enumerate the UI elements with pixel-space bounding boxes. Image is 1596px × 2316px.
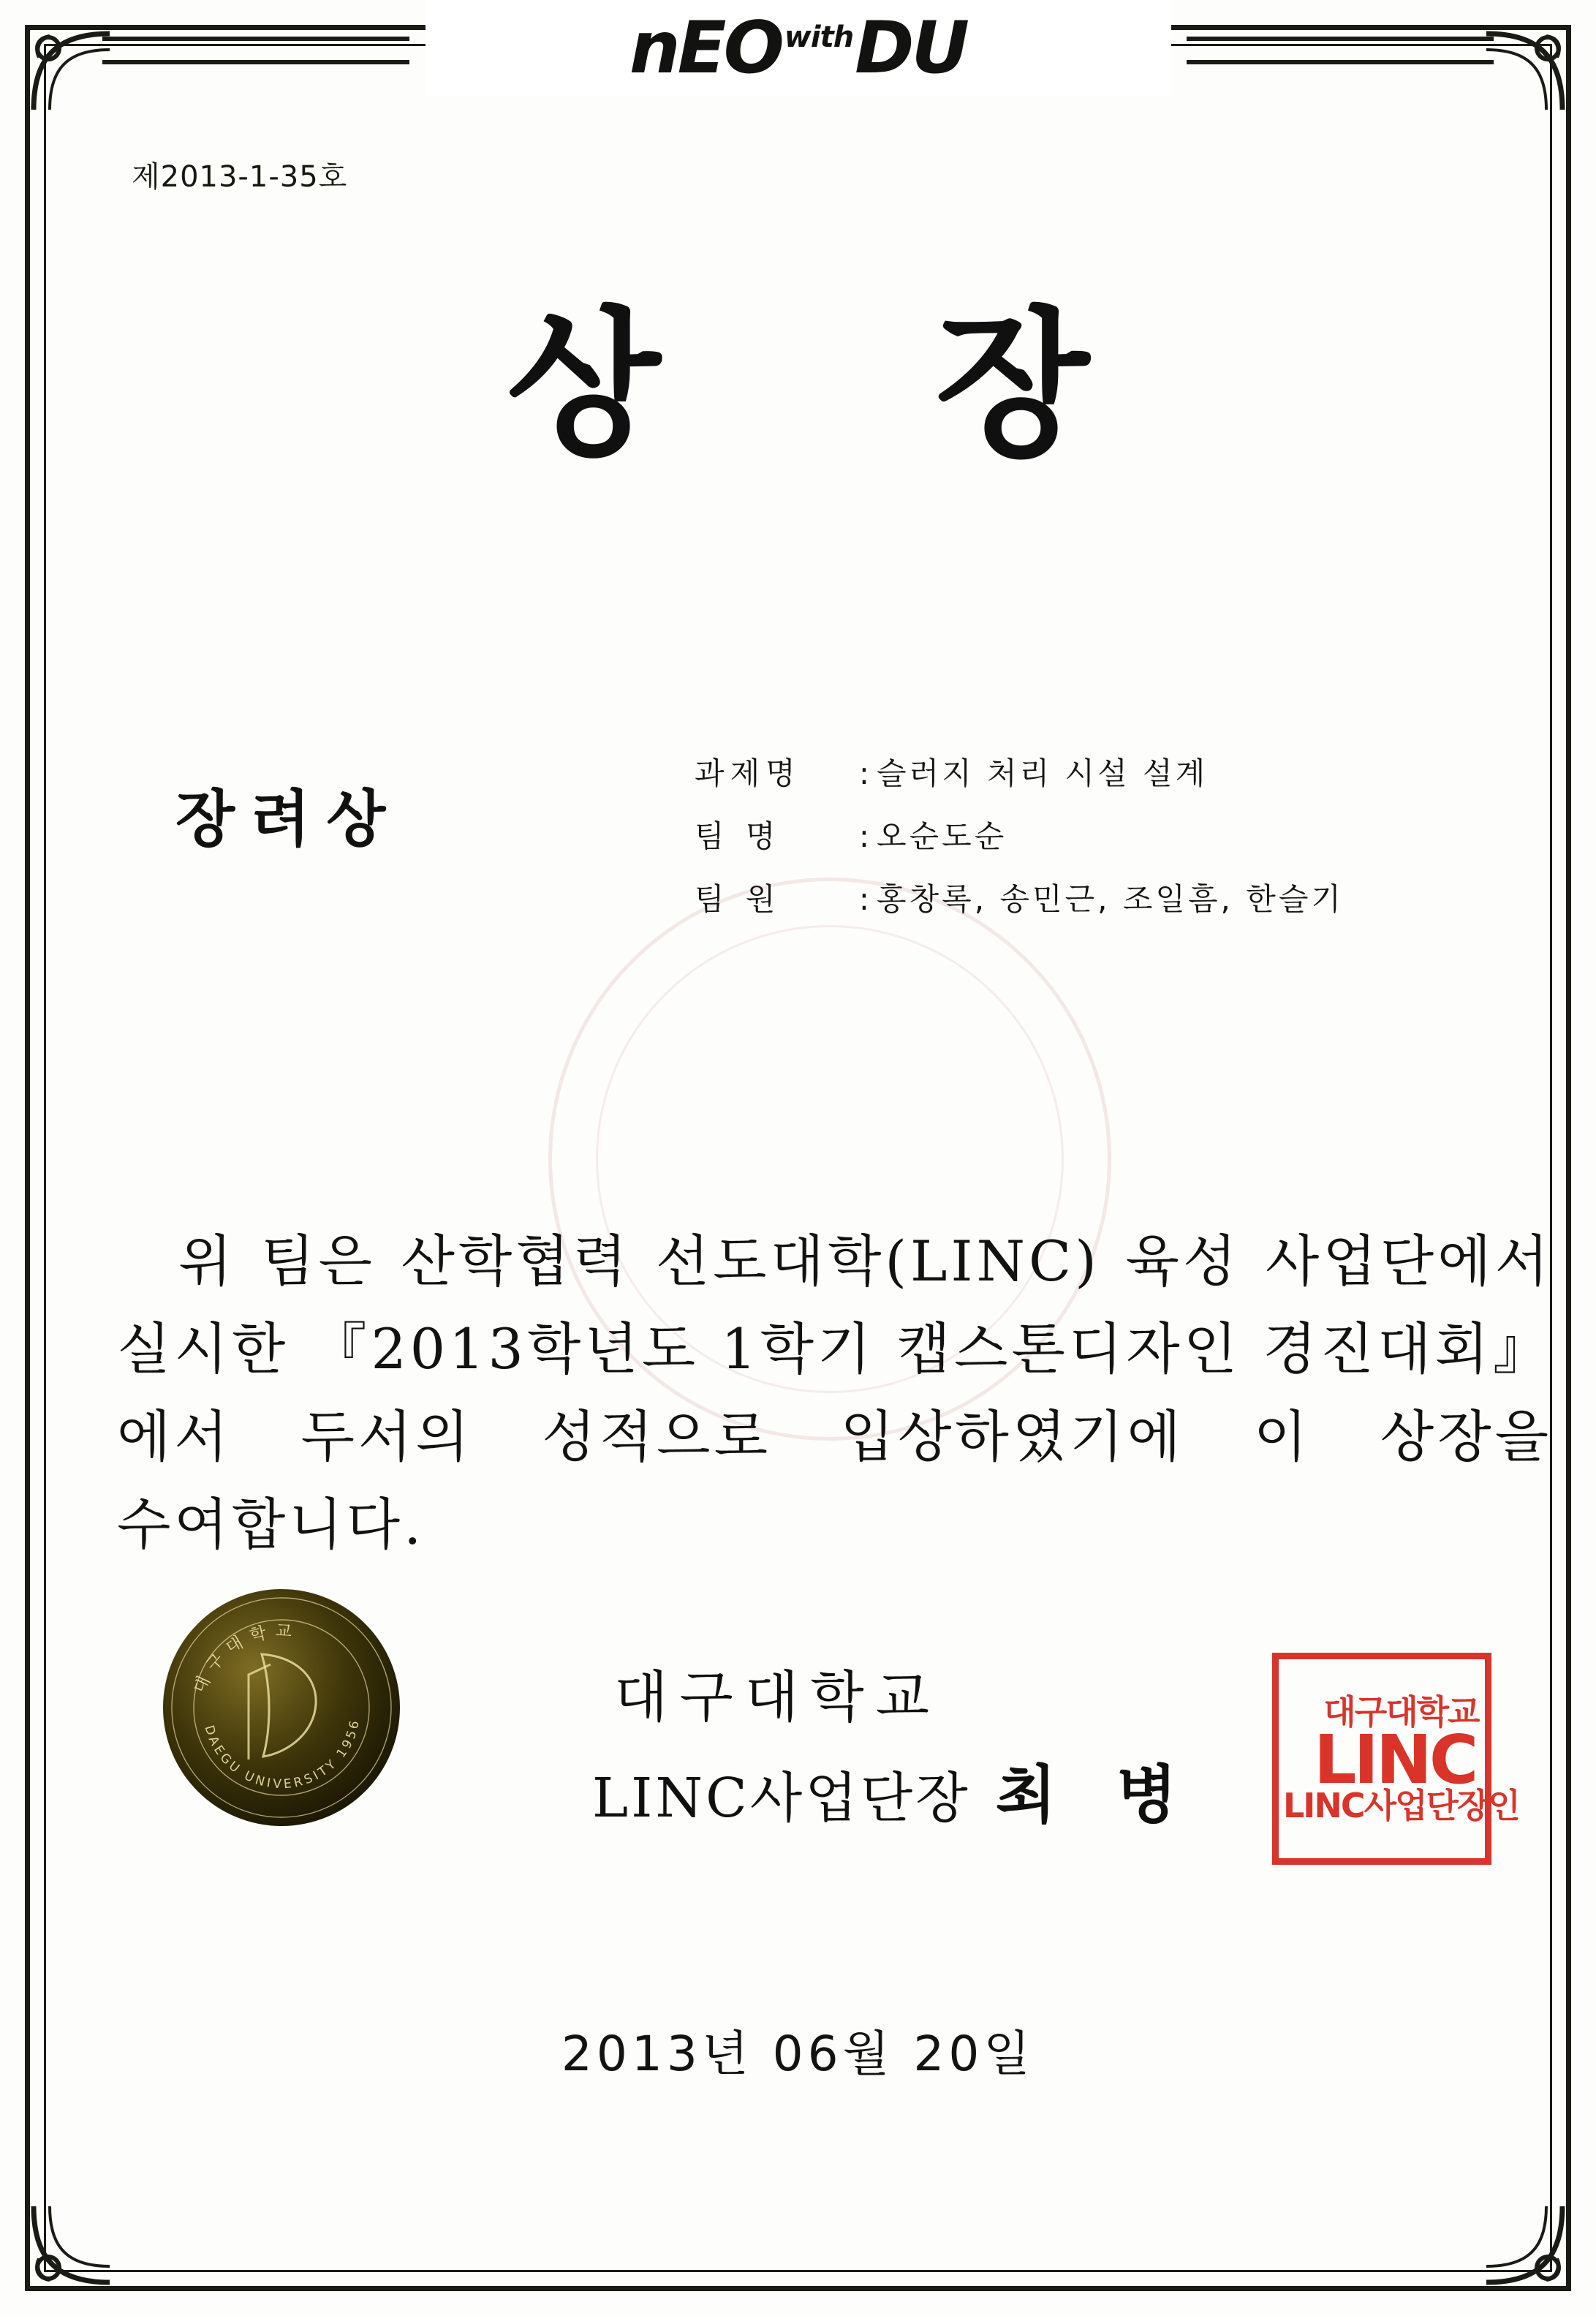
signature-title: LINC사업단장 [592,1767,971,1830]
field-project-colon: : [858,755,870,791]
official-stamp-icon [1272,1653,1519,1865]
field-team-members [695,875,1501,919]
page-title: 상 장 [506,291,1200,478]
brand-logo [426,0,1171,97]
field-project [695,750,1501,793]
field-project-label: 과제명 [695,755,801,791]
field-team-name-label: 팀 명 [695,818,782,854]
university-seal-icon [161,1587,402,1828]
field-team-name [695,812,1501,856]
citation-paragraph: 위 팀은 산학협력 선도대학(LINC) 육성 사업단에서 실시한 『2013학년도 1학기 캡스톤디자인 경진대회』에서 두서의 성적으로 입상하였기에 이 상장을 수여합니다. [117,1229,1552,1558]
field-team-members-label: 팀 원 [695,881,782,917]
field-team-members-value: 홍창록, 송민근, 조일흠, 한슬기 [877,881,1344,917]
signature-name: 최 병 [995,1758,1196,1832]
logo-neo-text: nEO [629,7,782,90]
svg-text:DAEGU UNIVERSITY 1956: DAEGU UNIVERSITY 1956 [201,1716,363,1792]
stamp-linc-text: LINC [1314,1721,1476,1799]
award-name: 장려상 [175,782,402,855]
field-project-value: 슬러지 처리 시설 설계 [877,755,1209,791]
logo-with-text: with [784,20,854,54]
logo-rule-right [1187,37,1494,64]
signature-organization: 대구대학교 [614,1664,942,1730]
stamp-row-1: 대구대학교 [1323,1691,1479,1732]
svg-text:대구대학교: 대구대학교 [190,1621,300,1697]
field-team-name-value: 오순도순 [877,818,1007,854]
certificate-content [80,110,1552,2236]
stamp-row-2: LINC사업단장인 [1283,1785,1519,1825]
stamp-linc-overlay [1314,1721,1475,1799]
logo-du-text: DU [855,7,967,90]
field-team-name-colon: : [858,818,870,854]
issue-date: 2013년 06월 20일 [561,2026,1035,2083]
logo-rule-left [102,37,409,64]
field-team-members-colon: : [858,881,870,917]
award-fields [695,750,1501,938]
document-number: 제2013-1-35호 [132,160,348,194]
signature-title-row [592,1744,1196,1835]
award-summary [80,750,1516,918]
signature-block [592,1653,1196,1835]
